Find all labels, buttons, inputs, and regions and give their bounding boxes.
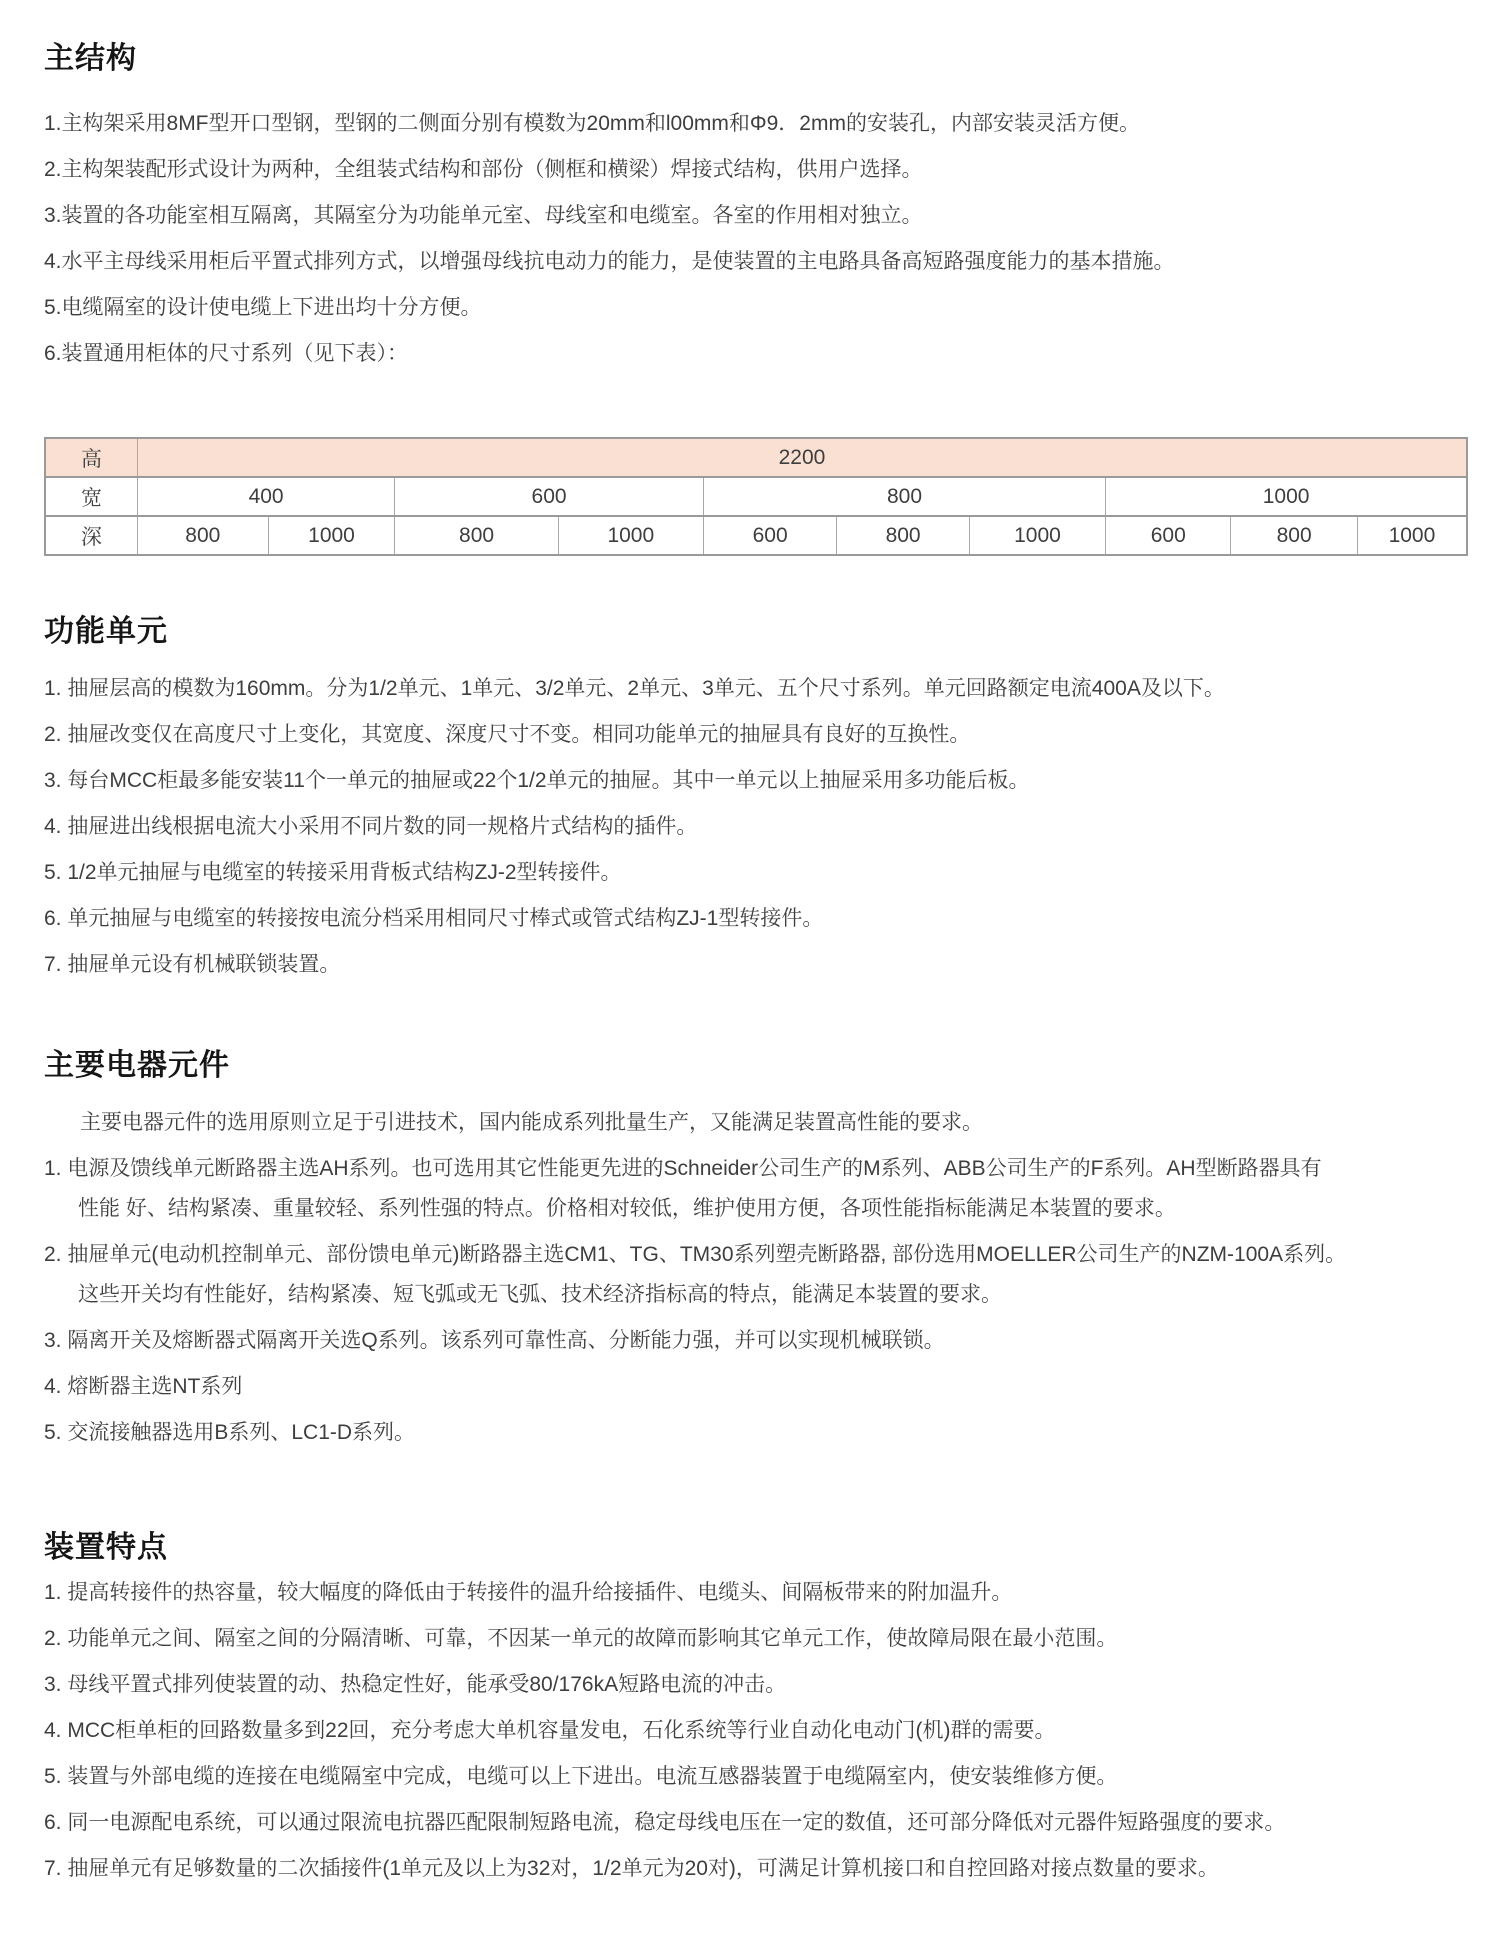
list-item	[44, 1857, 1472, 1881]
list-item	[44, 861, 1472, 885]
row-label: 宽	[45, 477, 137, 516]
list-item	[44, 1627, 1472, 1651]
list-item-line: 6. 单元抽屉与电缆室的转接按电流分档采用相同尺寸棒式或管式结构ZJ-1型转接件。	[44, 907, 824, 930]
section-title-main-components: 主要电器元件	[44, 1049, 230, 1082]
dimension-cell: 800	[137, 516, 268, 555]
list-item-line: 5. 交流接触器选用B系列、LC1-D系列。	[44, 1421, 416, 1444]
list-item	[44, 953, 1472, 977]
list-item-line: 3. 隔离开关及熔断器式隔离开关选Q系列。该系列可靠性高、分断能力强，并可以实现机械联锁。	[44, 1329, 945, 1352]
list-item-line: 7. 抽屉单元设有机械联锁装置。	[44, 953, 341, 976]
table-row	[45, 438, 1467, 477]
cabinet-dimension-table	[44, 437, 1468, 556]
dimension-cell: 1000	[1357, 516, 1467, 555]
list-item	[44, 204, 1472, 228]
section-main-structure	[44, 42, 1472, 556]
list-item-line: 2. 抽屉单元(电动机控制单元、部份馈电单元)断路器主选CM1、TG、TM30系列塑壳断路器, 部份选用MOELLER公司生产的NZM-100A系列。	[44, 1243, 1347, 1266]
list-item-line: 3. 母线平置式排列使装置的动、热稳定性好，能承受80/176kA短路电流的冲击。	[44, 1673, 787, 1696]
list-item-line: 4. 熔断器主选NT系列	[44, 1375, 243, 1398]
list-item-line: 5. 装置与外部电缆的连接在电缆隔室中完成，电缆可以上下进出。电流互感器装置于电缆隔室内，使安装维修方便。	[44, 1765, 1118, 1788]
list-item-line: 1. 电源及馈线单元断路器主选AH系列。也可选用其它性能更先进的Schneider公司生产的M系列、ABB公司生产的F系列。AH型断路器具有	[44, 1157, 1322, 1180]
list-item	[44, 1581, 1472, 1605]
list-item	[44, 677, 1472, 701]
dimension-cell: 1000	[558, 516, 703, 555]
dimension-cell: 600	[395, 477, 704, 516]
list-item-line: 2. 抽屉改变仅在高度尺寸上变化，其宽度、深度尺寸不变。相同功能单元的抽屉具有良好的互换性。	[44, 723, 971, 746]
list-item	[44, 158, 1472, 182]
list-item-line: 6. 同一电源配电系统，可以通过限流电抗器匹配限制短路电流，稳定母线电压在一定的数值，还可部分降低对元器件短路强度的要求。	[44, 1811, 1286, 1834]
table-row	[45, 516, 1467, 555]
section-device-features	[44, 1467, 1472, 1881]
dimension-cell: 400	[137, 477, 394, 516]
list-item-line: 1. 抽屉层高的模数为160mm。分为1/2单元、1单元、3/2单元、2单元、3单元、五个尺寸系列。单元回路额定电流400A及以下。	[44, 677, 1225, 700]
section-title-device-features: 装置特点	[44, 1531, 168, 1564]
list-item	[44, 1765, 1472, 1789]
row-label: 深	[45, 516, 137, 555]
list-item	[44, 723, 1472, 747]
section-title-function-unit: 功能单元	[44, 615, 168, 648]
list-item-line: 1.主构架采用8MF型开口型钢，型钢的二侧面分别有模数为20mm和l00mm和Φ9．2mm的安装孔，内部安装灵活方便。	[44, 112, 1140, 135]
dimension-cell: 800	[837, 516, 969, 555]
list-item	[44, 296, 1472, 320]
dimension-cell: 1000	[1106, 477, 1467, 516]
dimension-cell: 800	[395, 516, 559, 555]
list-item	[44, 1329, 1472, 1353]
list-item	[44, 1157, 1472, 1221]
list-item	[44, 1375, 1472, 1399]
list-item-line: 7. 抽屉单元有足够数量的二次插接件(1单元及以上为32对，1/2单元为20对)，可满足计算机接口和自控回路对接点数量的要求。	[44, 1857, 1219, 1880]
list-item	[44, 769, 1472, 793]
dimension-cell: 600	[1106, 516, 1231, 555]
list-item	[44, 1421, 1472, 1445]
table-row	[45, 477, 1467, 516]
list-item-line: 4.水平主母线采用柜后平置式排列方式，以增强母线抗电动力的能力，是使装置的主电路具备高短路强度能力的基本措施。	[44, 250, 1175, 273]
dimension-cell: 1000	[268, 516, 395, 555]
list-item-continuation-line: 性能 好、结构紧凑、重量较轻、系列性强的特点。价格相对较低，维护使用方便，各项性能指标能满足本装置的要求。	[78, 1197, 1176, 1220]
section-main-components	[44, 999, 1472, 1445]
dimension-cell: 2200	[137, 438, 1467, 477]
section-function-unit	[44, 556, 1472, 977]
dimension-cell: 800	[703, 477, 1105, 516]
section-title-main-structure: 主结构	[44, 42, 137, 75]
dimension-cell: 600	[703, 516, 837, 555]
list-item-line: 2.主构架装配形式设计为两种，全组装式结构和部份（侧框和横梁）焊接式结构，供用户选择。	[44, 158, 923, 181]
list-item-line: 5. 1/2单元抽屉与电缆室的转接采用背板式结构ZJ-2型转接件。	[44, 861, 622, 884]
list-item	[44, 112, 1472, 136]
list-item	[44, 1243, 1472, 1307]
list-item-line: 5.电缆隔室的设计使电缆上下进出均十分方便。	[44, 296, 482, 319]
list-item-line: 2. 功能单元之间、隔室之间的分隔清晰、可靠，不因某一单元的故障而影响其它单元工作，使故障局限在最小范围。	[44, 1627, 1118, 1650]
list-item-line: 4. MCC柜单柜的回路数量多到22回，充分考虑大单机容量发电，石化系统等行业自动化电动门(机)群的需要。	[44, 1719, 1056, 1742]
row-label: 高	[45, 438, 137, 477]
section-intro: 主要电器元件的选用原则立足于引进技术，国内能成系列批量生产，又能满足装置高性能的要求。	[80, 1111, 983, 1134]
list-item-line: 3. 每台MCC柜最多能安装11个一单元的抽屉或22个1/2单元的抽屉。其中一单元以上抽屉采用多功能后板。	[44, 769, 1030, 792]
dimension-cell: 800	[1231, 516, 1358, 555]
list-item-line: 1. 提高转接件的热容量，较大幅度的降低由于转接件的温升给接插件、电缆头、间隔板带来的附加温升。	[44, 1581, 1013, 1604]
dimension-cell: 1000	[969, 516, 1106, 555]
list-item-line: 6.装置通用柜体的尺寸系列（见下表）：	[44, 342, 409, 365]
list-item	[44, 1719, 1472, 1743]
list-item	[44, 815, 1472, 839]
list-item-continuation-line: 这些开关均有性能好，结构紧凑、短飞弧或无飞弧、技术经济指标高的特点，能满足本装置的要求。	[78, 1283, 1002, 1306]
list-item	[44, 342, 1472, 366]
list-item	[44, 250, 1472, 274]
list-item-line: 4. 抽屉进出线根据电流大小采用不同片数的同一规格片式结构的插件。	[44, 815, 698, 838]
list-item	[44, 1673, 1472, 1697]
list-item	[44, 907, 1472, 931]
list-item-line: 3.装置的各功能室相互隔离，其隔室分为功能单元室、母线室和电缆室。各室的作用相对独立。	[44, 204, 923, 227]
list-item	[44, 1811, 1472, 1835]
